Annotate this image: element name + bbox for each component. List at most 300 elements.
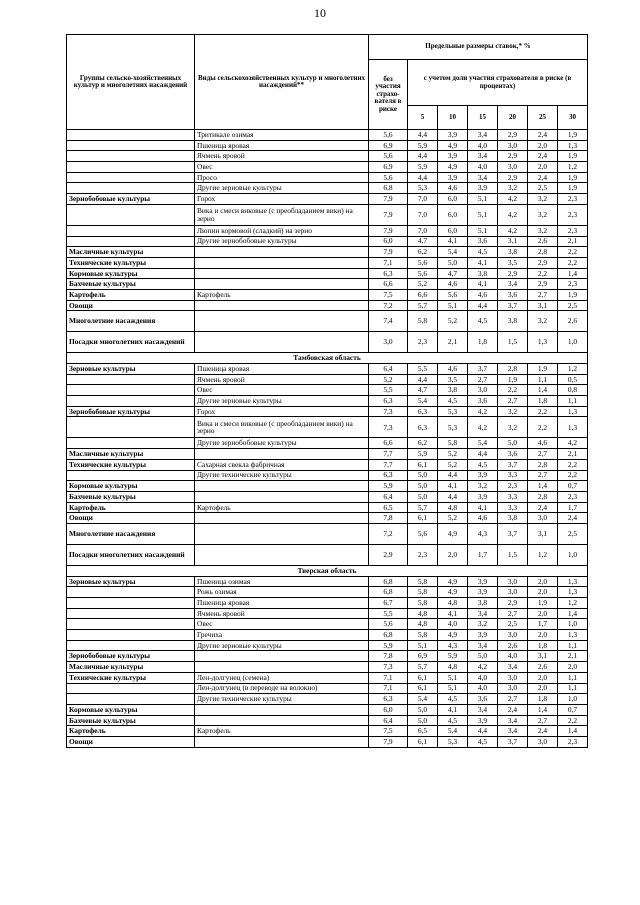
rate-share-cell: 3,2 (528, 194, 558, 205)
rate-share-cell: 2,8 (528, 459, 558, 470)
rate-share-cell: 1,5 (498, 544, 528, 565)
rate-share-cell: 2,2 (528, 406, 558, 417)
rate-no-share-cell: 5,9 (369, 481, 408, 492)
rate-no-share-cell: 7,8 (369, 513, 408, 524)
crop-type-cell: Другие технические культуры (195, 694, 369, 705)
crop-type-cell: Другие технические культуры (195, 470, 369, 481)
table-row (67, 151, 588, 162)
table-row (67, 183, 588, 194)
crop-type-cell (195, 247, 369, 258)
crop-type-cell: Другие зерновые культуры (195, 640, 369, 651)
rate-share-cell: 5,0 (468, 651, 498, 662)
crop-group-cell (67, 396, 195, 407)
rate-share-cell: 4,5 (438, 694, 468, 705)
crop-type-cell: Другие зерновые культуры (195, 396, 369, 407)
crop-group-cell: Картофель (67, 289, 195, 300)
crop-type-cell: Тритикале озимая (195, 130, 369, 141)
rate-share-cell: 3,0 (498, 587, 528, 598)
rate-share-cell: 5,3 (438, 736, 468, 747)
header-share-25: 25 (528, 106, 558, 130)
rate-share-cell: 2,5 (498, 619, 528, 630)
rate-share-cell: 4,4 (408, 172, 438, 183)
crop-group-cell: Зернобобовые культуры (67, 651, 195, 662)
rate-share-cell: 4,2 (468, 662, 498, 673)
rate-share-cell: 4,5 (438, 396, 468, 407)
table-row (67, 172, 588, 183)
table-row (67, 268, 588, 279)
rate-share-cell: 5,1 (408, 640, 438, 651)
rate-no-share-cell: 6,3 (369, 268, 408, 279)
rate-no-share-cell: 7,9 (369, 194, 408, 205)
rate-share-cell: 2,0 (528, 683, 558, 694)
rate-share-cell: 4,3 (468, 523, 498, 544)
rate-share-cell: 5,9 (408, 162, 438, 173)
rate-share-cell: 6,9 (408, 651, 438, 662)
rate-share-cell: 0,8 (558, 385, 588, 396)
table-row (67, 438, 588, 449)
crop-type-cell: Лен-долгунец (семена) (195, 672, 369, 683)
rate-share-cell: 5,9 (438, 651, 468, 662)
rate-share-cell: 3,8 (468, 268, 498, 279)
rate-share-cell: 2,0 (528, 162, 558, 173)
rate-share-cell: 2,2 (558, 470, 588, 481)
table-row (67, 662, 588, 673)
crop-type-cell: Люпин кормовой (сладкий) на зерно (195, 225, 369, 236)
rate-share-cell: 1,3 (558, 576, 588, 587)
region-name: Тверская область (67, 565, 588, 576)
rate-share-cell: 1,3 (558, 630, 588, 641)
rate-share-cell: 4,9 (438, 162, 468, 173)
rate-share-cell: 5,7 (408, 300, 438, 311)
rate-share-cell: 3,4 (468, 608, 498, 619)
rate-share-cell: 5,4 (408, 396, 438, 407)
rate-no-share-cell: 5,2 (369, 374, 408, 385)
crop-type-cell: Горох (195, 406, 369, 417)
rate-no-share-cell: 7,9 (369, 736, 408, 747)
crop-group-cell (67, 151, 195, 162)
table-row (67, 406, 588, 417)
rate-share-cell: 4,2 (498, 204, 528, 225)
rate-share-cell: 7,0 (408, 225, 438, 236)
rate-share-cell: 3,5 (498, 257, 528, 268)
rate-share-cell: 4,0 (468, 672, 498, 683)
rate-share-cell: 4,9 (438, 630, 468, 641)
crop-group-cell: Бахчевые культуры (67, 491, 195, 502)
table-row (67, 279, 588, 290)
rate-share-cell: 4,1 (468, 257, 498, 268)
table-header (67, 35, 588, 130)
rate-share-cell: 3,1 (498, 236, 528, 247)
rate-share-cell: 2,0 (528, 587, 558, 598)
table-row (67, 247, 588, 258)
rate-share-cell: 2,2 (498, 385, 528, 396)
rate-share-cell: 2,7 (498, 396, 528, 407)
table-row (67, 704, 588, 715)
crop-group-cell: Картофель (67, 502, 195, 513)
rate-share-cell: 2,4 (528, 726, 558, 737)
rate-share-cell: 5,0 (408, 481, 438, 492)
crop-type-cell (195, 513, 369, 524)
rate-share-cell: 2,2 (558, 247, 588, 258)
rate-share-cell: 4,6 (438, 279, 468, 290)
rate-share-cell: 3,4 (498, 726, 528, 737)
rate-share-cell: 4,2 (498, 225, 528, 236)
rate-share-cell: 7,0 (408, 194, 438, 205)
rate-share-cell: 3,1 (528, 651, 558, 662)
rate-share-cell: 1,0 (558, 694, 588, 705)
crop-group-cell (67, 587, 195, 598)
header-share-10: 10 (438, 106, 468, 130)
rate-share-cell: 4,0 (498, 651, 528, 662)
table-body (67, 130, 588, 748)
rate-share-cell: 5,0 (498, 438, 528, 449)
crop-group-cell: Картофель (67, 726, 195, 737)
rate-share-cell: 4,8 (408, 619, 438, 630)
rate-share-cell: 3,6 (468, 396, 498, 407)
table-row (67, 459, 588, 470)
rate-share-cell: 6,1 (408, 672, 438, 683)
table-row (67, 491, 588, 502)
rate-no-share-cell: 7,1 (369, 683, 408, 694)
rate-share-cell: 3,1 (528, 300, 558, 311)
rate-no-share-cell: 2,9 (369, 544, 408, 565)
rate-share-cell: 3,4 (468, 151, 498, 162)
rate-share-cell: 5,2 (438, 459, 468, 470)
crop-type-cell: Просо (195, 172, 369, 183)
rate-share-cell: 4,8 (438, 502, 468, 513)
rate-share-cell: 4,6 (468, 513, 498, 524)
crop-type-cell (195, 715, 369, 726)
rate-share-cell: 2,0 (528, 140, 558, 151)
rate-no-share-cell: 6,0 (369, 236, 408, 247)
region-name: Тамбовская область (67, 353, 588, 364)
table-row (67, 587, 588, 598)
crop-group-cell (67, 438, 195, 449)
rate-share-cell: 4,4 (468, 300, 498, 311)
rate-share-cell: 3,4 (498, 662, 528, 673)
rate-share-cell: 2,6 (498, 640, 528, 651)
rate-share-cell: 1,1 (558, 683, 588, 694)
rate-share-cell: 4,9 (438, 587, 468, 598)
rate-share-cell: 2,4 (498, 704, 528, 715)
rate-share-cell: 6,0 (438, 225, 468, 236)
rate-share-cell: 4,6 (438, 364, 468, 375)
rate-share-cell: 4,8 (438, 598, 468, 609)
rate-share-cell: 2,8 (498, 364, 528, 375)
rate-share-cell: 1,8 (528, 640, 558, 651)
rate-share-cell: 6,0 (438, 194, 468, 205)
rate-share-cell: 5,7 (408, 502, 438, 513)
crop-group-cell: Кормовые культуры (67, 704, 195, 715)
table-row (67, 502, 588, 513)
rate-share-cell: 2,2 (528, 268, 558, 279)
rate-share-cell: 5,2 (438, 449, 468, 460)
rate-share-cell: 5,8 (408, 630, 438, 641)
rate-share-cell: 0,7 (558, 704, 588, 715)
rate-share-cell: 4,6 (528, 438, 558, 449)
page-number: 10 (314, 6, 326, 20)
rate-no-share-cell: 6,9 (369, 140, 408, 151)
rate-share-cell: 3,6 (468, 694, 498, 705)
rate-share-cell: 3,8 (498, 513, 528, 524)
rate-share-cell: 3,9 (468, 715, 498, 726)
rate-share-cell: 2,7 (498, 694, 528, 705)
rate-share-cell: 6,2 (408, 438, 438, 449)
crop-group-cell (67, 619, 195, 630)
rate-no-share-cell: 7,5 (369, 726, 408, 737)
rate-share-cell: 1,3 (528, 332, 558, 353)
crop-group-cell: Многолетние насаждения (67, 311, 195, 332)
rate-no-share-cell: 7,3 (369, 417, 408, 438)
crop-type-cell: Ячмень яровой (195, 608, 369, 619)
table-row (67, 726, 588, 737)
rate-share-cell: 2,0 (558, 662, 588, 673)
table-row (67, 640, 588, 651)
rate-share-cell: 5,8 (438, 438, 468, 449)
crop-group-cell: Посадки многолетних насаждений (67, 544, 195, 565)
rate-share-cell: 3,1 (528, 523, 558, 544)
rate-share-cell: 2,3 (558, 204, 588, 225)
rate-share-cell: 2,0 (528, 630, 558, 641)
rate-no-share-cell: 5,9 (369, 640, 408, 651)
rate-share-cell: 2,7 (468, 374, 498, 385)
rate-share-cell: 2,1 (558, 449, 588, 460)
rate-share-cell: 6,1 (408, 736, 438, 747)
rate-share-cell: 1,3 (558, 140, 588, 151)
rate-no-share-cell: 7,9 (369, 204, 408, 225)
crop-group-cell (67, 385, 195, 396)
rate-share-cell: 2,8 (528, 491, 558, 502)
crop-type-cell (195, 311, 369, 332)
rate-share-cell: 1,7 (468, 544, 498, 565)
rate-share-cell: 3,2 (498, 417, 528, 438)
rate-share-cell: 3,3 (498, 502, 528, 513)
rate-share-cell: 3,3 (498, 470, 528, 481)
crop-type-cell: Другие зерновые культуры (195, 183, 369, 194)
table-row (67, 523, 588, 544)
rate-share-cell: 5,6 (408, 523, 438, 544)
crop-type-cell: Ячмень яровой (195, 151, 369, 162)
rate-share-cell: 3,7 (498, 523, 528, 544)
rate-share-cell: 2,2 (558, 715, 588, 726)
header-crop-type: Виды сельскохозяйственных культур и многолетних насаждений** (195, 35, 369, 130)
rate-no-share-cell: 6,8 (369, 630, 408, 641)
crop-type-cell: Ячмень яровой (195, 374, 369, 385)
crop-group-cell (67, 172, 195, 183)
table-row (67, 364, 588, 375)
table-row (67, 630, 588, 641)
crop-group-cell: Бахчевые культуры (67, 279, 195, 290)
table-row (67, 162, 588, 173)
rate-no-share-cell: 6,3 (369, 396, 408, 407)
crop-type-cell (195, 257, 369, 268)
rate-share-cell: 5,2 (438, 513, 468, 524)
rate-no-share-cell: 6,4 (369, 715, 408, 726)
rate-no-share-cell: 6,7 (369, 598, 408, 609)
rate-share-cell: 4,5 (468, 459, 498, 470)
rate-share-cell: 1,3 (558, 417, 588, 438)
table-row (67, 130, 588, 141)
rate-share-cell: 2,4 (558, 513, 588, 524)
rate-share-cell: 2,6 (528, 236, 558, 247)
rate-share-cell: 4,6 (468, 289, 498, 300)
table-row (67, 651, 588, 662)
header-share-5: 5 (408, 106, 438, 130)
rate-share-cell: 4,4 (468, 449, 498, 460)
crop-group-cell: Овощи (67, 736, 195, 747)
rate-share-cell: 4,7 (438, 268, 468, 279)
rate-no-share-cell: 6,8 (369, 576, 408, 587)
rate-share-cell: 3,5 (438, 374, 468, 385)
rate-share-cell: 1,4 (528, 704, 558, 715)
crop-type-cell (195, 279, 369, 290)
rate-share-cell: 6,3 (408, 406, 438, 417)
region-row (67, 353, 588, 364)
rate-no-share-cell: 7,7 (369, 459, 408, 470)
rate-share-cell: 1,3 (558, 406, 588, 417)
rate-share-cell: 4,7 (408, 236, 438, 247)
rate-share-cell: 3,6 (498, 449, 528, 460)
rate-share-cell: 3,8 (498, 247, 528, 258)
rate-share-cell: 2,4 (528, 151, 558, 162)
rate-share-cell: 3,9 (438, 151, 468, 162)
crop-group-cell: Многолетние насаждения (67, 523, 195, 544)
rate-share-cell: 4,5 (438, 715, 468, 726)
rate-share-cell: 1,4 (528, 481, 558, 492)
rate-no-share-cell: 5,6 (369, 151, 408, 162)
crop-group-cell (67, 640, 195, 651)
table-row (67, 204, 588, 225)
rate-share-cell: 2,2 (558, 459, 588, 470)
rate-share-cell: 4,1 (438, 704, 468, 715)
rate-no-share-cell: 6,3 (369, 470, 408, 481)
rate-share-cell: 5,6 (408, 257, 438, 268)
rate-share-cell: 5,0 (438, 257, 468, 268)
rate-share-cell: 2,3 (408, 544, 438, 565)
rate-no-share-cell: 6,4 (369, 491, 408, 502)
rate-share-cell: 4,5 (468, 247, 498, 258)
rate-no-share-cell: 5,6 (369, 619, 408, 630)
rate-share-cell: 6,1 (408, 459, 438, 470)
rate-share-cell: 5,3 (438, 417, 468, 438)
crop-type-cell (195, 704, 369, 715)
crop-group-cell: Зернобобовые культуры (67, 194, 195, 205)
rate-share-cell: 1,4 (558, 268, 588, 279)
rate-share-cell: 2,5 (558, 523, 588, 544)
rate-no-share-cell: 7,2 (369, 300, 408, 311)
table-row (67, 300, 588, 311)
rate-share-cell: 2,0 (528, 608, 558, 619)
rate-share-cell: 0,5 (558, 374, 588, 385)
crop-type-cell: Овес (195, 385, 369, 396)
rate-share-cell: 3,0 (498, 140, 528, 151)
rate-share-cell: 4,0 (468, 162, 498, 173)
rate-share-cell: 3,9 (468, 587, 498, 598)
rate-share-cell: 2,3 (558, 279, 588, 290)
rate-share-cell: 4,4 (408, 374, 438, 385)
crop-type-cell: Лен-долгунец (в переводе на волокно) (195, 683, 369, 694)
crop-group-cell (67, 694, 195, 705)
rate-share-cell: 3,9 (468, 576, 498, 587)
table-row (67, 225, 588, 236)
rate-share-cell: 4,2 (558, 438, 588, 449)
rate-no-share-cell: 5,5 (369, 385, 408, 396)
table-row (67, 194, 588, 205)
table-row (67, 683, 588, 694)
crop-group-cell (67, 140, 195, 151)
crop-type-cell: Пшеница яровая (195, 364, 369, 375)
rate-share-cell: 0,7 (558, 481, 588, 492)
rate-share-cell: 5,1 (468, 225, 498, 236)
rate-share-cell: 5,2 (438, 311, 468, 332)
rate-share-cell: 3,9 (438, 130, 468, 141)
rate-share-cell: 4,4 (468, 726, 498, 737)
rate-share-cell: 3,4 (498, 279, 528, 290)
rate-share-cell: 5,6 (408, 268, 438, 279)
rate-share-cell: 6,5 (408, 726, 438, 737)
crop-type-cell: Картофель (195, 289, 369, 300)
rate-share-cell: 5,8 (408, 598, 438, 609)
rate-share-cell: 3,2 (498, 406, 528, 417)
rate-share-cell: 4,1 (438, 481, 468, 492)
rate-no-share-cell: 7,4 (369, 311, 408, 332)
crop-type-cell (195, 736, 369, 747)
crop-type-cell: Другие зернобобовые культуры (195, 236, 369, 247)
rate-share-cell: 5,1 (468, 204, 498, 225)
rate-share-cell: 2,5 (528, 183, 558, 194)
rate-share-cell: 3,2 (498, 183, 528, 194)
crop-group-cell: Овощи (67, 513, 195, 524)
rate-share-cell: 2,3 (408, 332, 438, 353)
rate-share-cell: 3,0 (498, 683, 528, 694)
rate-share-cell: 1,5 (498, 332, 528, 353)
crop-type-cell: Овес (195, 619, 369, 630)
crop-group-cell: Технические культуры (67, 459, 195, 470)
crop-group-cell: Масличные культуры (67, 449, 195, 460)
rate-share-cell: 2,9 (528, 279, 558, 290)
rate-share-cell: 3,3 (498, 491, 528, 502)
rate-share-cell: 4,0 (438, 619, 468, 630)
rate-share-cell: 2,3 (498, 481, 528, 492)
crop-type-cell: Горох (195, 194, 369, 205)
rate-no-share-cell: 6,5 (369, 502, 408, 513)
crop-group-cell: Технические культуры (67, 257, 195, 268)
rate-no-share-cell: 6,8 (369, 183, 408, 194)
rate-no-share-cell: 7,9 (369, 247, 408, 258)
crop-type-cell (195, 523, 369, 544)
rate-share-cell: 3,8 (468, 598, 498, 609)
rate-share-cell: 1,3 (558, 587, 588, 598)
rate-share-cell: 5,3 (408, 183, 438, 194)
rate-share-cell: 5,4 (438, 247, 468, 258)
rate-share-cell: 5,3 (438, 406, 468, 417)
rate-no-share-cell: 6,0 (369, 704, 408, 715)
rate-share-cell: 5,8 (408, 587, 438, 598)
rate-share-cell: 1,9 (528, 598, 558, 609)
rate-share-cell: 3,2 (528, 204, 558, 225)
rate-share-cell: 5,7 (408, 662, 438, 673)
rate-share-cell: 3,9 (468, 630, 498, 641)
crop-group-cell (67, 417, 195, 438)
rate-share-cell: 2,3 (558, 194, 588, 205)
crop-group-cell (67, 598, 195, 609)
rate-share-cell: 1,7 (528, 619, 558, 630)
rate-share-cell: 2,9 (498, 268, 528, 279)
rate-share-cell: 3,7 (468, 364, 498, 375)
rate-share-cell: 3,0 (498, 672, 528, 683)
rate-share-cell: 2,8 (528, 247, 558, 258)
rate-share-cell: 2,7 (498, 608, 528, 619)
